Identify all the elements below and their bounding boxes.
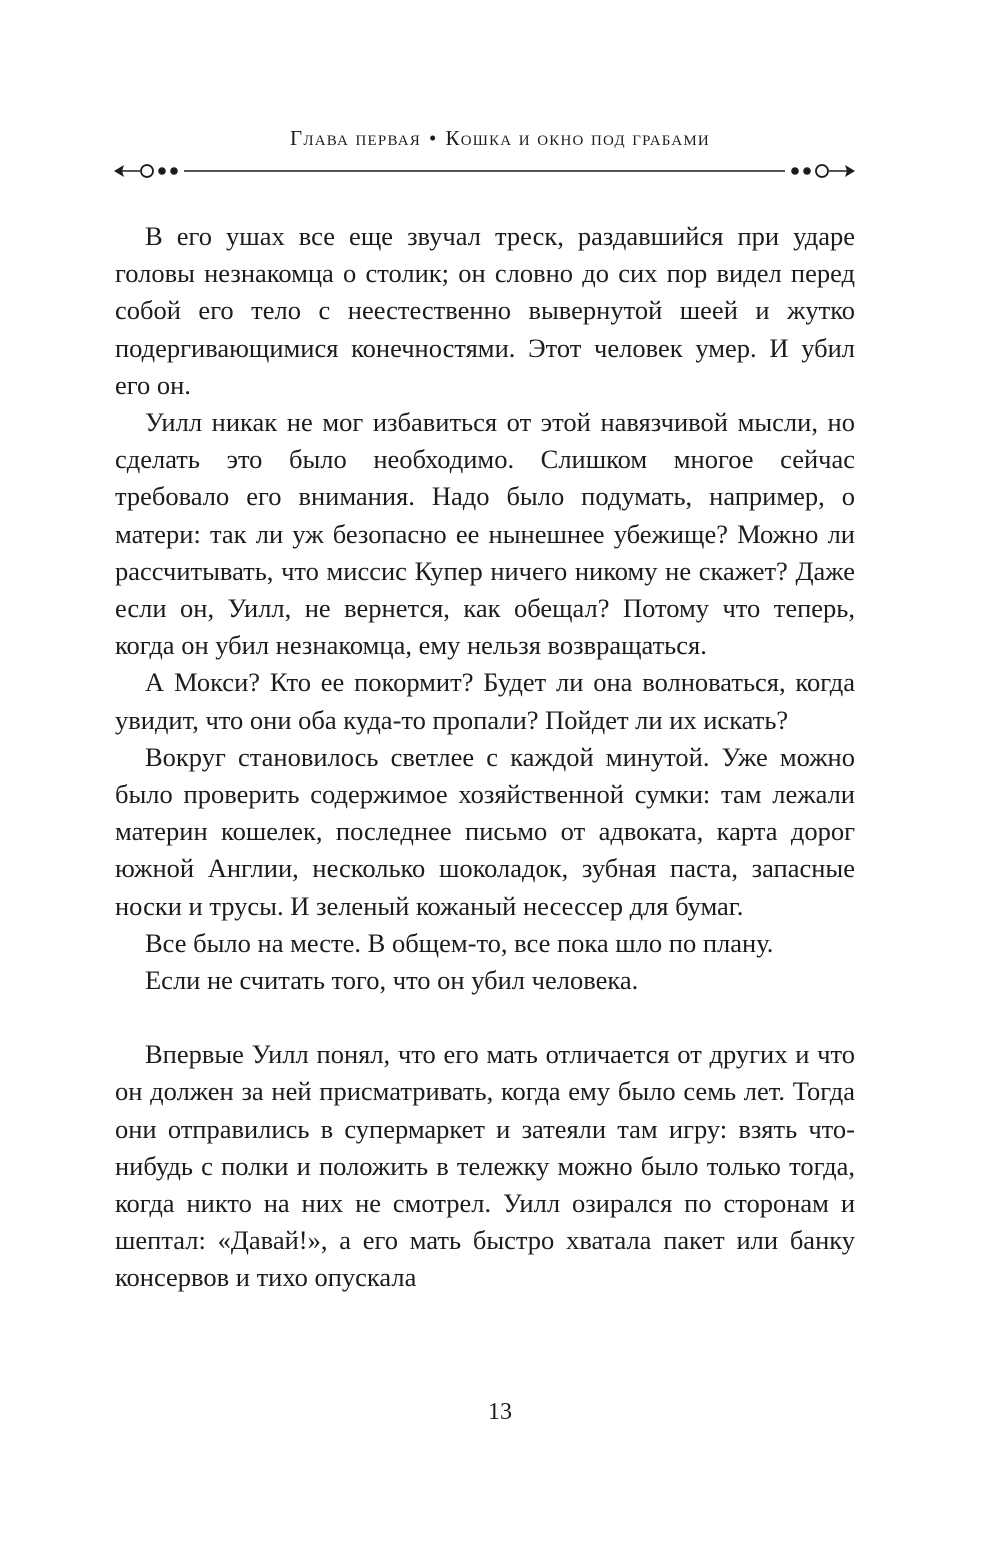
running-head (0, 122, 1000, 154)
paragraph: Все было на месте. В общем-то, все пока шло по плану. (145, 927, 774, 958)
header-separator: • (428, 126, 438, 150)
section-break (115, 999, 855, 1036)
paragraph: А Мокси? Кто ее покормит? Будет ли она волноваться, когда увидит, что они оба куда-то пропали? Пойдет ли их искать? (115, 667, 855, 735)
ornament-rule (112, 160, 857, 182)
chapter-title: Кошка и окно под грабами (445, 126, 710, 150)
paragraph: Впервые Уилл понял, что его мать отличается от других и что он должен за ней присматривать, когда ему было семь лет. Тогда они отправились в супермаркет и затеяли там игру: взять что-нибудь с полки и положить в тележку можно было только тогда, когда никто на них не смотрел. Уилл озирался по сторонам и шептал: «Давай!», а его мать быстро хватала пакет или банку консервов и тихо опускала (115, 1039, 855, 1293)
body-text (115, 218, 855, 1297)
page-number: 13 (488, 1399, 512, 1425)
paragraph: Вокруг становилось светлее с каждой минутой. Уже можно было проверить содержимое хозяйственной сумки: там лежали материн кошелек, последнее письмо от адвоката, карта дорог южной Англии, несколько шоколадок, зубная паста, запасные носки и трусы. И зеленый кожаный несессер для бумаг. (115, 741, 855, 921)
right-ring-icon (816, 165, 828, 177)
paragraph: Если не считать того, что он убил человека. (145, 965, 639, 996)
chapter-label: Глава первая (290, 126, 421, 150)
paragraph: Уилл никак не мог избавиться от этой навязчивой мысли, но сделать это было необходимо. Слишком многое сейчас требовало его внимания. Надо было подумать, например, о матери: так ли уж безопасно ее нынешнее убежище? Можно ли рассчитывать, что миссис Купер ничего никому не скажет? Даже если он, Уилл, не вернется, как обещал? Потому что теперь, когда он убил незнакомца, ему нельзя возвращаться. (115, 407, 855, 661)
paragraph: В его ушах все еще звучал треск, раздавшийся при ударе головы незнакомца о столик; он словно до сих пор видел перед собой его тело с неестественно вывернутой шеей и жутко подергивающимися конечностями. Этот человек умер. И убил его он. (115, 221, 855, 400)
left-ring-icon (141, 165, 153, 177)
